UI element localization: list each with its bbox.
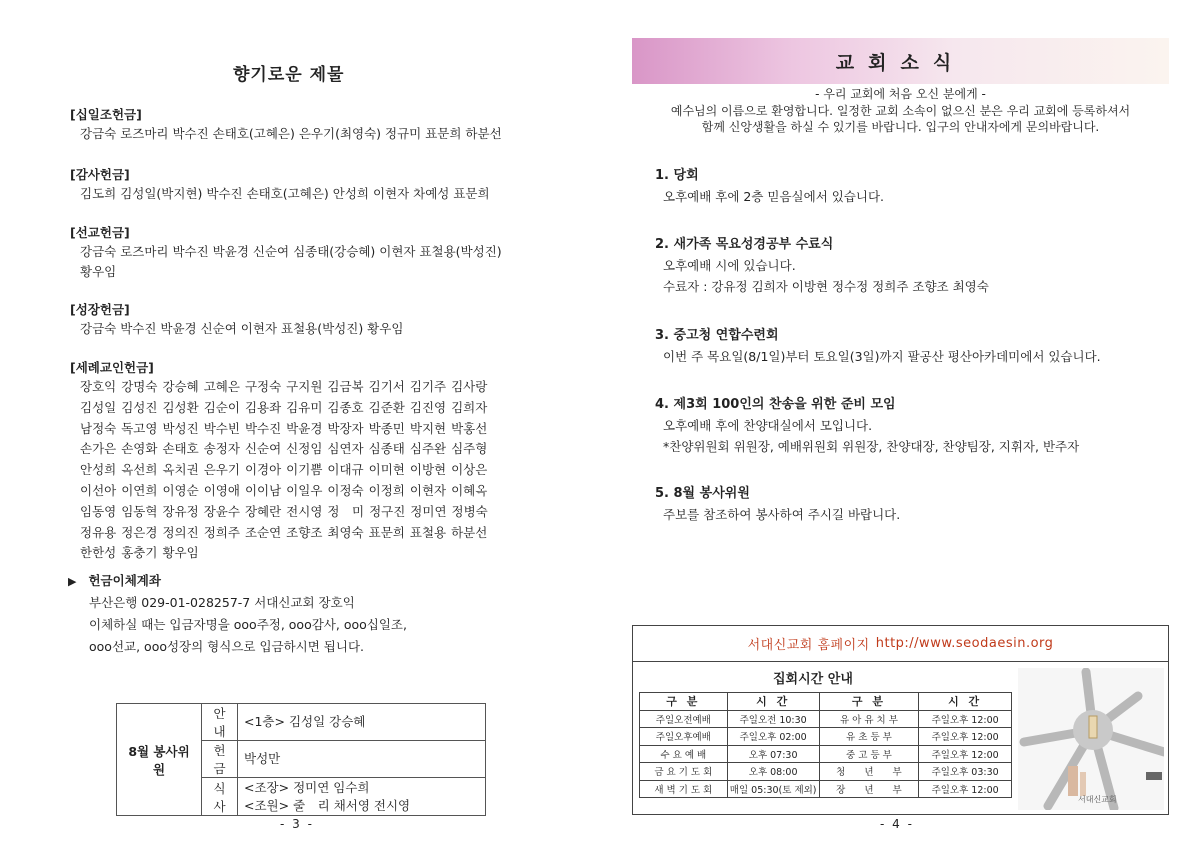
member-name: 심주형 xyxy=(451,441,488,457)
account-line: ooo선교, ooo성장의 형식으로 입금하시면 됩니다. xyxy=(89,639,365,654)
news-item xyxy=(655,484,1175,525)
name-row xyxy=(80,543,550,564)
member-name: 이정숙 xyxy=(327,482,364,498)
member-name: 이영순 xyxy=(162,482,199,498)
schedule-cell: 주일오후 12:00 xyxy=(919,710,1012,728)
member-name: 구지원 xyxy=(286,379,323,394)
member-name: 김순이 xyxy=(203,399,240,415)
section-names: 김도희 김성일(박지현) 박수진 손태호(고혜은) 안성희 이현자 차예성 표문희 xyxy=(80,186,490,201)
schedule-cell: 오후 07:30 xyxy=(727,745,819,763)
schedule-cell: 주일오전예배 xyxy=(640,710,728,728)
member-name: 독고영 xyxy=(121,420,158,436)
member-name: 표문희 xyxy=(368,524,405,540)
section-growth xyxy=(70,301,550,339)
schedule-cell: 주일오후 02:00 xyxy=(727,728,819,746)
schedule-title: 집회시간 안내 xyxy=(773,672,853,687)
member-name: 정유용 xyxy=(80,524,117,540)
schedule-row xyxy=(640,728,1012,746)
news-heading: 3. 중고청 연합수련회 xyxy=(655,328,779,343)
member-name: 심연자 xyxy=(327,441,364,457)
schedule-row xyxy=(640,763,1012,781)
schedule-cell: 중 고 등 부 xyxy=(819,745,919,763)
name-row xyxy=(80,439,550,460)
member-name: 송정자 xyxy=(203,441,240,457)
member-name: 정병숙 xyxy=(451,503,488,519)
member-name: 박수진 xyxy=(244,420,282,436)
schedule-cell: 주일오전 10:30 xyxy=(727,710,819,728)
news-line: *찬양위원회 위원장, 예배위원회 위원장, 찬양대장, 찬양팀장, 지휘자, 반주자 xyxy=(663,439,1080,454)
schedule-header: 구 분 xyxy=(819,693,919,711)
schedule-table xyxy=(639,692,1012,798)
section-heading: [선교헌금] xyxy=(70,225,130,240)
page-number: - 4 - xyxy=(880,817,914,831)
name-row xyxy=(80,419,550,440)
member-name: 김진영 xyxy=(409,399,447,415)
member-name: 손가은 xyxy=(80,441,117,457)
member-name: 김금복 xyxy=(327,379,364,394)
member-name: 신순여 xyxy=(244,441,282,457)
homepage-link[interactable]: http://www.seodaesin.org xyxy=(875,636,1054,651)
member-name: 이연희 xyxy=(121,482,158,498)
member-name: 이방현 xyxy=(409,462,447,478)
account-line: 부산은행 029-01-028257-7 서대신교회 장호익 xyxy=(89,595,355,610)
news-heading: 4. 제3회 100인의 찬송을 위한 준비 모임 xyxy=(655,397,896,412)
member-name: 이정희 xyxy=(368,482,405,498)
member-name: 이경아 xyxy=(244,462,282,478)
duty-line: <조원> 줄 리 채서영 전시영 xyxy=(244,797,411,813)
member-name: 정 미 xyxy=(327,503,365,519)
member-name: 정희주 xyxy=(203,524,240,540)
news-line: 주보를 참조하여 봉사하여 주시길 바랍니다. xyxy=(663,507,901,522)
member-name: 김사랑 xyxy=(451,379,488,394)
schedule-row xyxy=(640,780,1012,798)
page-title: 향기로운 제물 xyxy=(233,65,345,85)
member-name: 김성진 xyxy=(121,399,158,415)
member-name: 장유정 xyxy=(162,503,199,519)
member-name: 이대규 xyxy=(327,462,364,478)
member-name: 이현자 xyxy=(409,482,447,498)
member-name: 장윤수 xyxy=(203,503,240,519)
section-heading: [십일조헌금] xyxy=(70,107,142,122)
schedule-cell: 주일오후 12:00 xyxy=(919,728,1012,746)
schedule-cell: 유 아 유 치 부 xyxy=(819,710,919,728)
member-name: 정미연 xyxy=(410,503,447,519)
member-name: 손영화 xyxy=(121,441,158,457)
member-name: 이미현 xyxy=(368,462,405,478)
member-name: 손태호 xyxy=(162,441,199,457)
section-heading: [성장헌금] xyxy=(70,302,130,317)
member-name: 이일우 xyxy=(286,482,323,498)
news-heading: 5. 8월 봉사위원 xyxy=(655,486,750,501)
news-item xyxy=(655,395,1175,457)
section-heading: [감사헌금] xyxy=(70,167,130,182)
member-name: 김희자 xyxy=(451,399,488,415)
schedule-header: 시 간 xyxy=(919,693,1012,711)
news-item xyxy=(655,166,1175,207)
duty-category: 식사 xyxy=(202,778,238,816)
member-name: 박수빈 xyxy=(203,420,240,436)
member-name: 김유미 xyxy=(286,399,323,415)
schedule-cell: 주일오후 12:00 xyxy=(919,780,1012,798)
member-name: 조순연 xyxy=(244,524,282,540)
schedule-cell: 장 년 부 xyxy=(819,780,919,798)
member-name: 옥치권 xyxy=(162,462,199,478)
news-line: 오후예배 후에 찬양대실에서 모입니다. xyxy=(663,418,873,433)
member-name: 김기서 xyxy=(368,379,405,394)
account-heading-label: 헌금이체계좌 xyxy=(88,573,161,588)
member-name: 장혜란 xyxy=(244,503,282,519)
member-name: 안성희 xyxy=(80,462,117,478)
offering-account xyxy=(68,571,548,658)
schedule-cell: 주일오후 03:30 xyxy=(919,763,1012,781)
member-name: 임동혁 xyxy=(121,503,158,519)
member-name: 이기쁨 xyxy=(286,462,323,478)
member-name: 박장자 xyxy=(327,420,364,436)
member-name: 이상은 xyxy=(451,462,488,478)
name-row xyxy=(80,523,550,544)
welcome-message xyxy=(632,86,1169,136)
duty-category: 안내 xyxy=(202,704,238,741)
member-name: 심종태 xyxy=(368,441,405,457)
homepage-label: 서대신교회 홈페이지 xyxy=(747,638,870,653)
member-name: 정은경 xyxy=(121,524,158,540)
section-tithe xyxy=(70,106,550,144)
member-name: 표철용 xyxy=(409,524,447,540)
duty-table xyxy=(116,703,486,816)
schedule-cell: 수 요 예 배 xyxy=(640,745,728,763)
news-item xyxy=(655,235,1175,297)
member-name: 조향조 xyxy=(286,524,323,540)
baptism-names xyxy=(70,377,550,564)
name-row xyxy=(80,502,550,523)
member-name: 은우기 xyxy=(203,462,240,478)
welcome-line: - 우리 교회에 처음 오신 분에게 - xyxy=(815,87,986,101)
triangle-bullet-icon: ▶ xyxy=(68,575,77,588)
member-name: 이영애 xyxy=(203,482,240,498)
schedule-cell: 매일 05:30(토 제외) xyxy=(727,780,819,798)
news-line: 수료자 : 강유정 김희자 이방현 정수정 정희주 조향조 최영숙 xyxy=(663,279,989,294)
location-map xyxy=(1018,668,1164,810)
member-name: 심주완 xyxy=(409,441,447,457)
section-names: 황우임 xyxy=(80,264,117,279)
member-name: 신정임 xyxy=(286,441,323,457)
news-line: 오후예배 후에 2층 믿음실에서 있습니다. xyxy=(663,189,885,204)
member-name: 구정숙 xyxy=(244,379,282,394)
member-name: 김성환 xyxy=(162,399,199,415)
schedule-cell: 주일오후예배 xyxy=(640,728,728,746)
account-line: 이체하실 때는 입금자명을 ooo주정, ooo감사, ooo십일조, xyxy=(89,617,407,632)
member-name: 강승혜 xyxy=(162,379,199,394)
member-name: 최영숙 xyxy=(327,524,364,540)
member-name: 김성일 xyxy=(80,399,117,415)
account-heading xyxy=(68,571,548,592)
news-item xyxy=(655,326,1175,367)
member-name: 전시영 xyxy=(286,503,323,519)
member-name: 박지현 xyxy=(409,420,447,436)
page-number: - 3 - xyxy=(280,817,314,831)
map-church-label: 서대신교회 xyxy=(1078,795,1117,804)
member-name: 황우임 xyxy=(162,545,199,561)
member-name: 박성진 xyxy=(162,420,199,436)
member-name: 하분선 xyxy=(451,524,488,540)
section-names: 강금숙 박수진 박윤경 신순여 이현자 표철용(박성진) 황우임 xyxy=(80,321,404,336)
member-name: 홍충기 xyxy=(121,545,158,561)
schedule-row xyxy=(640,710,1012,728)
name-row xyxy=(80,377,550,398)
schedule-header: 시 간 xyxy=(727,693,819,711)
member-name: 김준환 xyxy=(368,399,405,415)
member-name: 정의진 xyxy=(162,524,199,540)
section-mission xyxy=(70,224,550,282)
news-line: 이번 주 목요일(8/1일)부터 토요일(3일)까지 팔공산 평산아카데미에서 있습니다. xyxy=(663,349,1101,364)
member-name: 박윤경 xyxy=(286,420,323,436)
section-thanks xyxy=(70,166,550,204)
name-row xyxy=(80,481,550,502)
member-name: 이혜옥 xyxy=(451,482,488,498)
duty-names xyxy=(238,778,486,816)
member-name: 고혜은 xyxy=(203,379,240,394)
member-name: 박종민 xyxy=(368,420,405,436)
schedule-cell: 새 벽 기 도 회 xyxy=(640,780,728,798)
name-row xyxy=(80,460,550,481)
member-name: 이이남 xyxy=(244,482,282,498)
name-row xyxy=(80,398,550,419)
member-name: 김종호 xyxy=(327,399,364,415)
member-name: 장호익 xyxy=(80,379,117,394)
duty-names: 박성만 xyxy=(238,741,486,778)
member-name: 옥선희 xyxy=(121,462,158,478)
welcome-line: 예수님의 이름으로 환영합니다. 일정한 교회 소속이 없으신 분은 우리 교회에 등록하셔서 xyxy=(670,103,1131,118)
news-heading: 1. 당회 xyxy=(655,168,699,183)
duty-category: 헌금 xyxy=(202,741,238,778)
church-info-box xyxy=(632,625,1169,815)
schedule-cell: 오후 08:00 xyxy=(727,763,819,781)
news-heading: 2. 새가족 목요성경공부 수료식 xyxy=(655,237,834,252)
duty-row-label: 8월 봉사위원 xyxy=(117,704,202,816)
member-name: 한한성 xyxy=(80,545,117,561)
section-baptism xyxy=(70,359,550,564)
banner-title: 교회소식 xyxy=(835,51,966,74)
duty-names: <1층> 김성일 강승혜 xyxy=(238,704,486,741)
schedule-cell: 주일오후 12:00 xyxy=(919,745,1012,763)
section-heading: [세례교인헌금] xyxy=(70,360,154,375)
homepage-line xyxy=(633,626,1168,662)
welcome-line: 함께 신앙생활을 하실 수 있기를 바랍니다. 입구의 안내자에게 문의바랍니다. xyxy=(701,120,1100,134)
member-name: 강명숙 xyxy=(121,379,158,394)
member-name: 김용좌 xyxy=(244,399,282,415)
schedule-cell: 청 년 부 xyxy=(819,763,919,781)
member-name: 박홍선 xyxy=(451,420,488,436)
member-name: 이선아 xyxy=(80,482,117,498)
schedule-header: 구 분 xyxy=(640,693,728,711)
duty-line: <조장> 정미연 임수희 xyxy=(244,779,370,795)
member-name: 남정숙 xyxy=(80,420,117,436)
schedule-row xyxy=(640,745,1012,763)
news-banner xyxy=(632,38,1169,84)
news-line: 오후예배 시에 있습니다. xyxy=(663,258,796,273)
member-name: 정구진 xyxy=(369,503,406,519)
member-name: 임동영 xyxy=(80,503,117,519)
member-name: 김기주 xyxy=(409,379,447,394)
schedule-cell: 유 초 등 부 xyxy=(819,728,919,746)
schedule-cell: 금 요 기 도 회 xyxy=(640,763,728,781)
schedule-header-row xyxy=(640,693,1012,711)
section-names: 강금숙 로즈마리 박수진 박윤경 신순여 심종태(강승혜) 이현자 표철용(박성진) xyxy=(80,244,502,259)
section-names: 강금숙 로즈마리 박수진 손태호(고혜은) 은우기(최영숙) 정규미 표문희 하분선 xyxy=(80,126,502,141)
